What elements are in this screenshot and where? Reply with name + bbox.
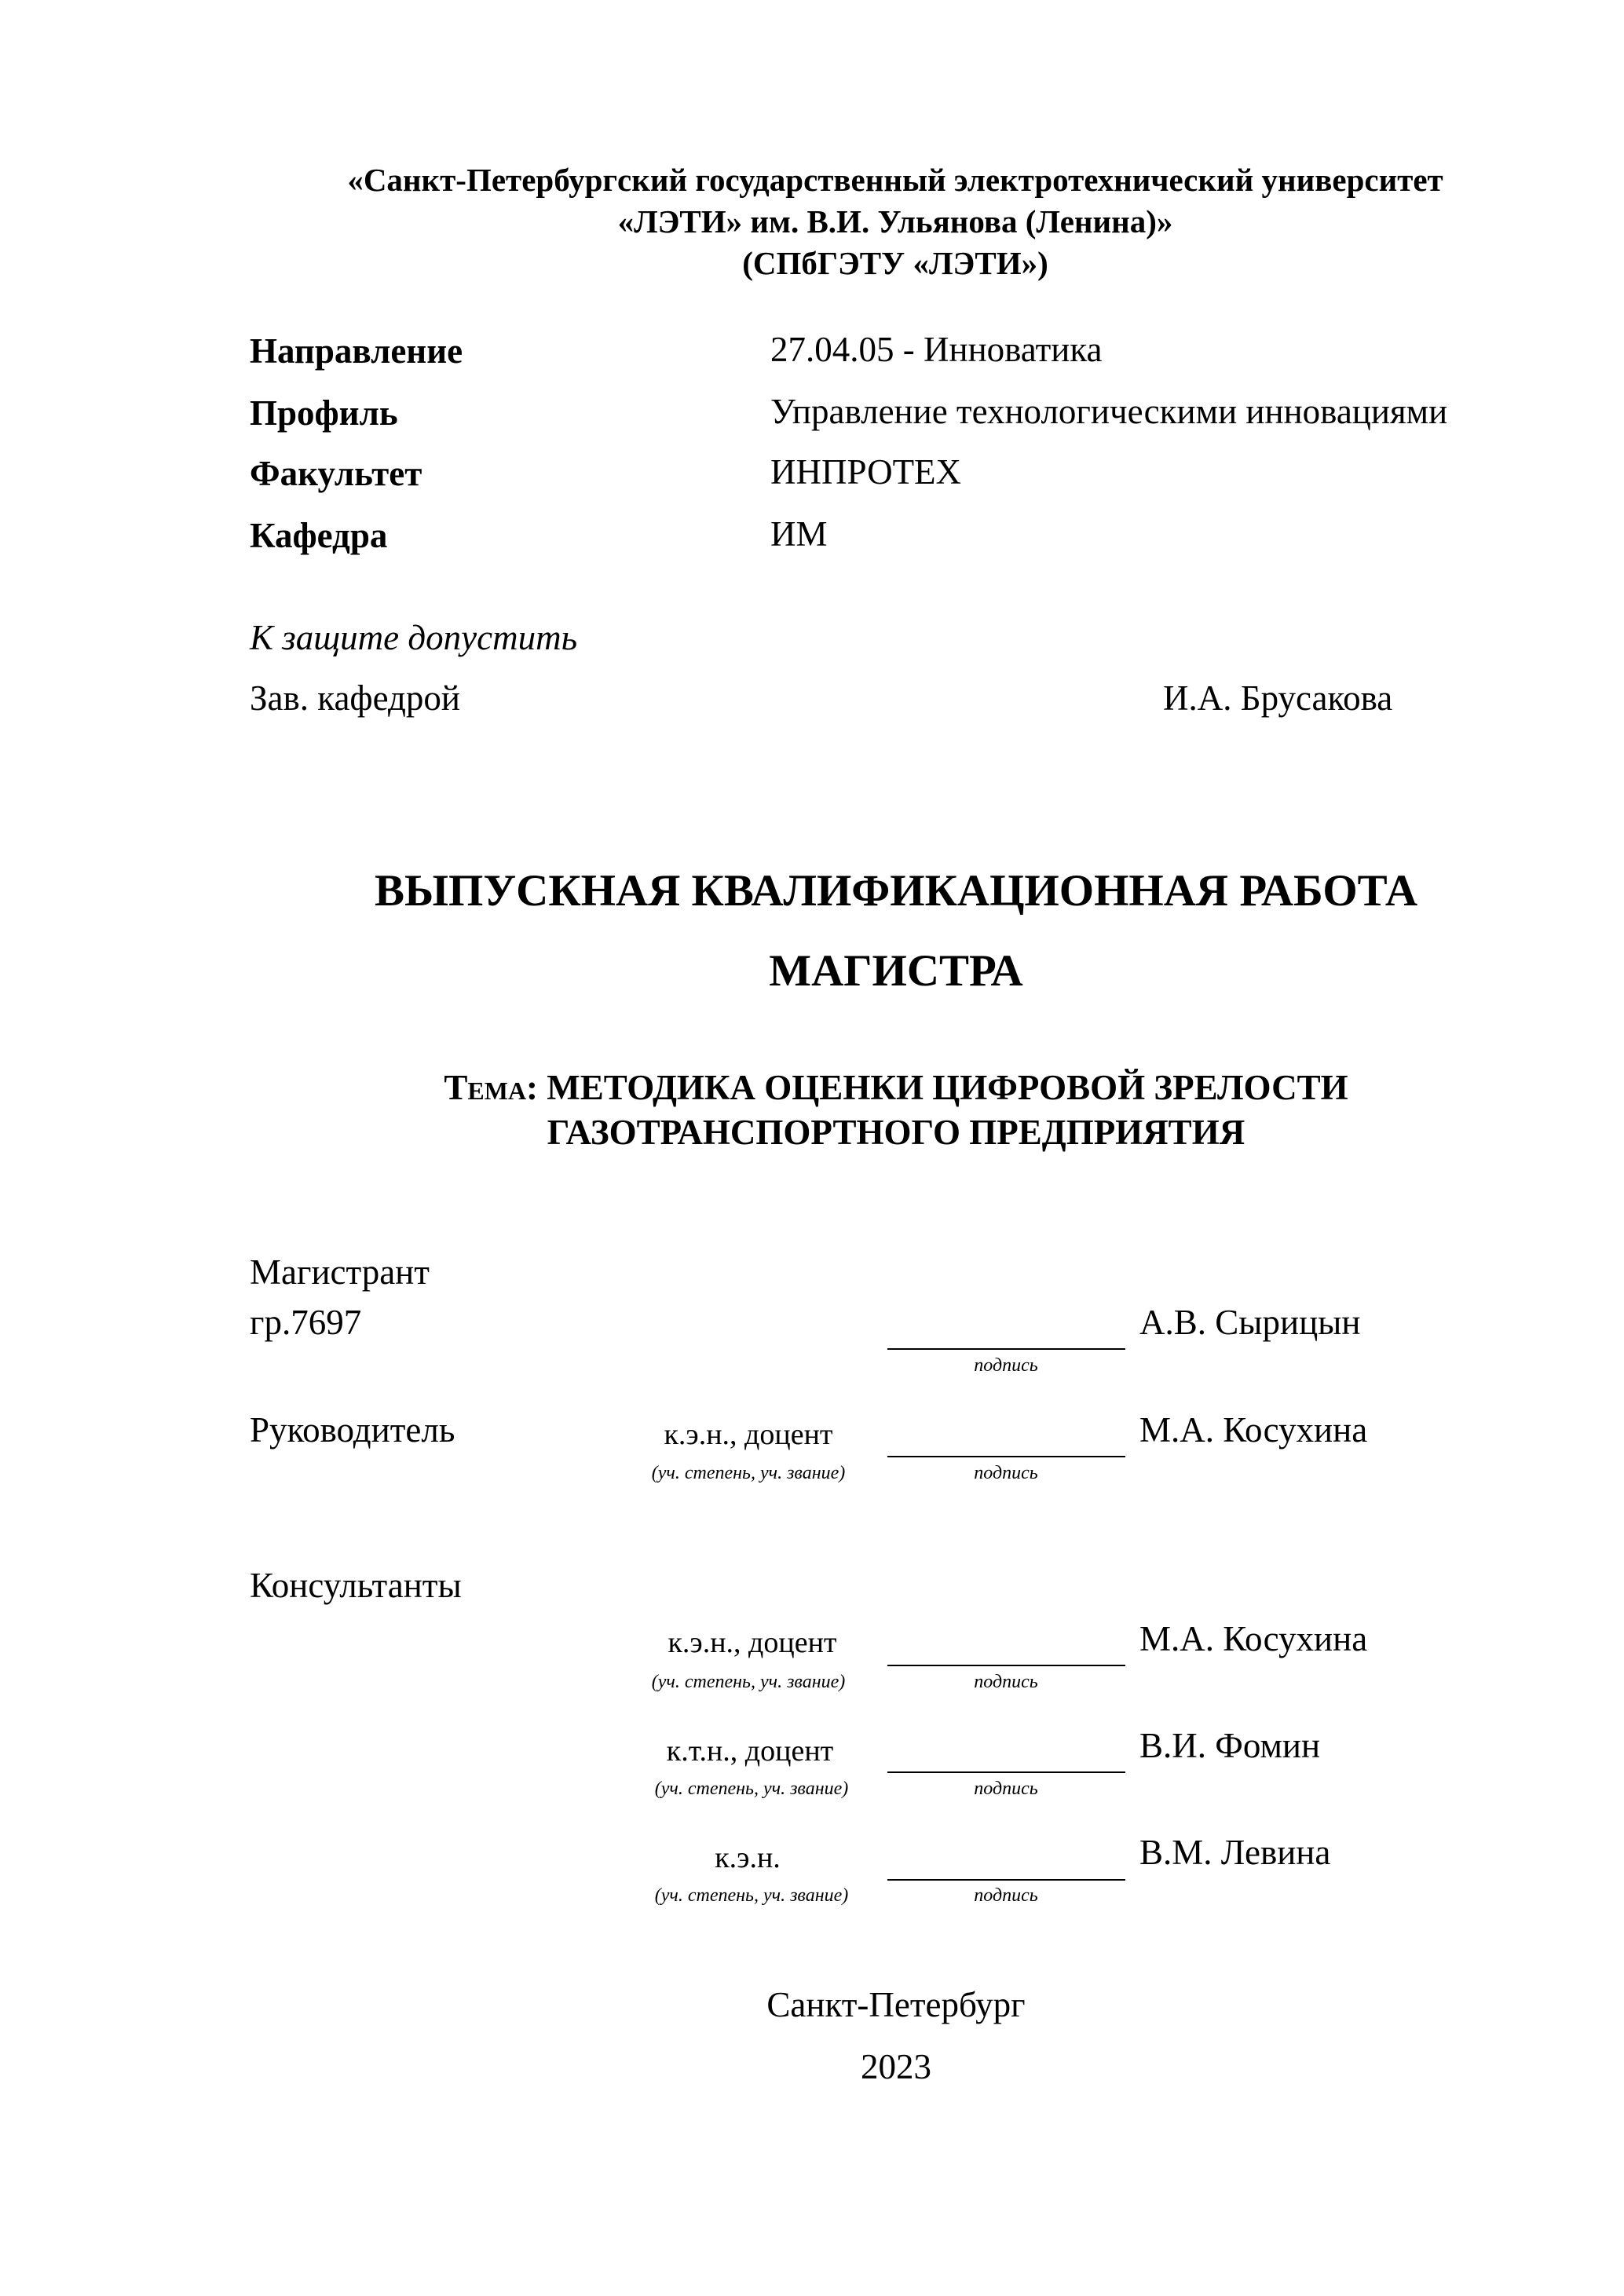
degree-caption: (уч. степень, уч. звание) [651,1463,846,1483]
city: Санкт-Петербург [766,1985,1026,2024]
student-role: Магистрант [250,1252,430,1292]
university-name-line1: «Санкт-Петербургский государственный электротехнический университет [347,162,1443,198]
consultants-label: Консультанты [250,1566,462,1605]
university-abbrev: (СПбГЭТУ «ЛЭТИ») [742,245,1048,281]
theme-line2: ГАЗОТРАНСПОРТНОГО ПРЕДПРИЯТИЯ [547,1113,1245,1152]
consultant-degree: к.т.н., доцент [666,1735,834,1768]
student-group: гр.7697 [250,1303,362,1342]
info-value-faculty: ИНПРОТЕХ [770,452,962,492]
university-name-line2: «ЛЭТИ» им. В.И. Ульянова (Ленина)» [617,203,1173,239]
signature-caption: подпись [974,1672,1038,1692]
signature-line [887,1456,1125,1457]
theme-prefix: Тема [444,1068,527,1107]
signature-line [887,1348,1125,1350]
signature-caption: подпись [974,1885,1038,1906]
degree-caption: (уч. степень, уч. звание) [654,1885,849,1906]
info-value-direction: 27.04.05 - Инноватика [770,330,1103,369]
signature-caption: подпись [974,1463,1038,1483]
theme-line1 [444,1064,1348,1111]
consultant-name: М.А. Косухина [1139,1619,1368,1658]
signature-line [887,1879,1125,1881]
info-value-department: ИМ [770,514,828,554]
title-line1: ВЫПУСКНАЯ КВАЛИФИКАЦИОННАЯ РАБОТА [374,866,1418,916]
signature-line [887,1771,1125,1773]
consultant-name: В.И. Фомин [1139,1726,1321,1765]
consultant-degree: к.э.н., доцент [668,1626,837,1659]
supervisor-role: Руководитель [250,1410,455,1450]
signature-line [887,1665,1125,1666]
signature-caption: подпись [974,1355,1038,1376]
info-label-faculty: Факультет [250,454,422,493]
theme-text-1: : МЕТОДИКА ОЦЕНКИ ЦИФРОВОЙ ЗРЕЛОСТИ [526,1068,1348,1107]
supervisor-name: М.А. Косухина [1139,1410,1368,1450]
info-label-department: Кафедра [250,516,388,555]
signature-caption: подпись [974,1779,1038,1799]
supervisor-degree: к.э.н., доцент [664,1418,833,1451]
info-label-profile: Профиль [250,393,398,433]
info-label-direction: Направление [250,331,463,371]
title-line2: МАГИСТРА [769,946,1023,996]
admit-text: К защите допустить [250,618,578,657]
info-value-profile: Управление технологическими инновациями [770,392,1448,431]
head-name: И.А. Брусакова [1163,678,1393,718]
consultant-degree: к.э.н. [715,1841,781,1874]
student-name: А.В. Сырицын [1139,1303,1361,1342]
degree-caption: (уч. степень, уч. звание) [654,1779,849,1799]
consultant-name: В.М. Левина [1139,1833,1331,1872]
year: 2023 [861,2047,931,2086]
degree-caption: (уч. степень, уч. звание) [651,1672,846,1692]
head-label: Зав. кафедрой [250,678,460,718]
